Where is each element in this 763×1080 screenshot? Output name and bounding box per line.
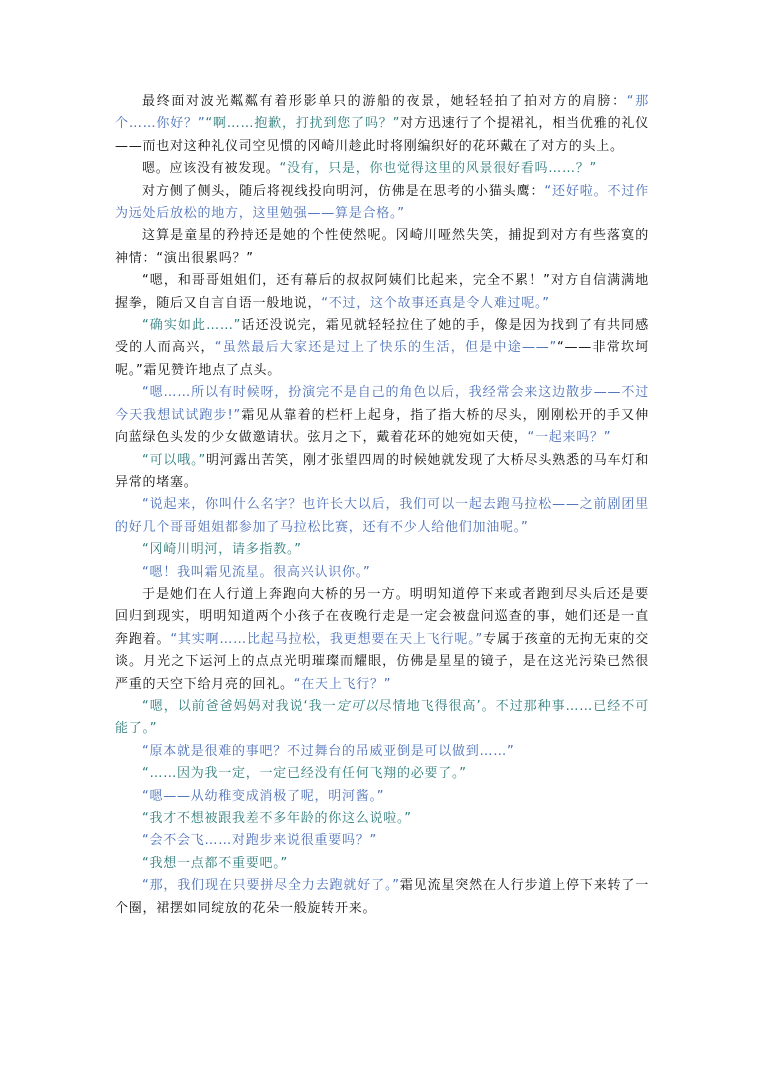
dialogue-text: “我想一点都不重要吧。”	[142, 855, 288, 871]
dialogue-text: “确实如此……”	[142, 318, 242, 334]
dialogue-text: “那，我们现在只要拼尽全力去跑就好了。”	[142, 878, 400, 894]
paragraph	[115, 696, 649, 741]
dialogue-text: “还好啦。不过作为远处后放松的地方，这里勉强——算是合格。”	[115, 183, 649, 222]
dialogue-text: “在天上飞行？”	[293, 676, 392, 692]
narration-text: 对方自信满满地握拳，随后又自言自语一般地说，	[115, 273, 649, 311]
story-text	[115, 91, 649, 920]
dialogue-text: “我才不想被跟我差不多年龄的你这么说啦。”	[142, 811, 412, 826]
narration-text: 嗯。应该没有被发现。	[142, 161, 280, 177]
dialogue-text: “嗯——从幼稚变成消极了呢，明河酱。”	[142, 788, 385, 804]
paragraph	[115, 225, 649, 270]
dialogue-text: “说起来，你叫什么名字？也许长大以后，我们可以一起去跑马拉松——之前剧团里的好几个哥哥姐姐都参加了马拉松比赛，还有不少人给他们加油呢。”	[115, 497, 649, 535]
dialogue-text: “冈崎川明河，请多指教。”	[142, 542, 302, 558]
narration-text: 最终面对波光粼粼有着形影单只的游船的夜景，她轻轻拍了拍对方的肩膀：	[142, 94, 627, 109]
narration-text: 专属于孩童的无拘无束的交谈。月光之下运河上的点点光明璀璨而耀眼，仿佛是星星的镜子，是在这光污染已然很严重的天空下给月亮的回礼。	[115, 631, 649, 692]
narration-text: “嗯，和哥哥姐姐们，还有幕后的叔叔阿姨们比起来，完全不累！”	[142, 273, 551, 289]
dialogue-text: “啊……抱歉，打扰到您了吗？”	[205, 116, 401, 132]
narration-text: 霜见从靠着的栏杆上起身，指了指大桥的尽头，刚刚松开的手又伸向蓝绿色头发的少女做邀请状。弦月之下，戴着花环的她宛如天使，	[115, 407, 649, 446]
dialogue-text: “嗯……所以有时候呀，扮演完不是自己的角色以后，我经常会来这边散步——不过今天我想试试跑步!”	[115, 385, 649, 423]
paragraph	[115, 450, 649, 495]
dialogue-text: “虽然最后大家还是过上了快乐的生活，但是中途——”	[214, 340, 557, 356]
narration-text: 明河露出苦笑，刚才张望四周的时候她就发现了大桥尽头熟悉的马车灯和异常的堵塞。	[115, 452, 649, 490]
paragraph	[115, 741, 649, 763]
dialogue-text: 尽情地飞得很高’。不过那种事……已经不可能了。”	[115, 698, 649, 737]
paragraph	[115, 786, 649, 808]
paragraph	[115, 382, 649, 449]
paragraph	[115, 181, 649, 226]
paragraph	[115, 539, 649, 561]
dialogue-text: “没有，只是，你也觉得这里的风景很好看吗……？”	[279, 161, 597, 177]
paragraph	[115, 494, 649, 539]
narration-text: 这算是童星的矜持还是她的个性使然呢。冈崎川哑然失笑，捕捉到对方有些落寞的神情：“演出很累吗？”	[115, 228, 649, 266]
narration-text: 对方侧了侧头，随后将视线投向明河，仿佛是在思考的小猫头鹰：	[142, 183, 545, 199]
paragraph	[115, 763, 649, 785]
paragraph	[115, 830, 649, 852]
dialogue-text: “可以哦。”	[142, 452, 206, 468]
dialogue-text: “那个……你好？”	[115, 94, 649, 132]
paragraph	[115, 808, 649, 830]
dialogue-text: “原本就是很难的事吧？不过舞台的吊威亚倒是可以做到……”	[142, 743, 515, 759]
narration-text: 话还没说完，霜见就轻轻拉住了她的手，像是因为找到了有共同感受的人而高兴，	[115, 318, 649, 356]
paragraph	[115, 584, 649, 696]
paragraph	[115, 562, 649, 584]
dialogue-text: “不过，这个故事还真是令人难过呢。”	[321, 295, 550, 311]
narration-text: 霜见流星突然在人行步道上停下来转了一个圈，裙摆如同绽放的花朵一般旋转开来。	[115, 878, 649, 916]
dialogue-text: “会不会飞……对跑步来说很重要吗？”	[142, 833, 377, 849]
dialogue-text: “嗯！我叫霜见流星。很高兴认识你。”	[142, 564, 371, 580]
narration-text: “——非常坎坷呢。”霜见赞许地点了点头。	[115, 340, 649, 378]
narration-text: 对方迅速行了个提裙礼，相当优雅的礼仪——而也对这种礼仪司空见惯的冈崎川趁此时将刚编织好的花环戴在了对方的头上。	[115, 116, 649, 154]
dialogue-text: “一起来吗？”	[527, 430, 612, 446]
dialogue-text: “……因为我一定，一定已经没有任何飞翔的必要了。”	[142, 766, 467, 782]
paragraph	[115, 875, 649, 920]
paragraph	[115, 853, 649, 875]
paragraph	[115, 91, 649, 158]
paragraph	[115, 315, 649, 382]
paragraph	[115, 270, 649, 315]
paragraph	[115, 158, 649, 180]
dialogue-text: “其实啊……比起马拉松，我更想要在天上飞行呢。”	[170, 631, 484, 647]
narration-text: 于是她们在人行道上奔跑向大桥的另一方。明明知道停下来或者跑到尽头后还是要回归到现实，明明知道两个小孩子在夜晚行走是一定会被盘问巡查的事，她们还是一直奔跑着。	[115, 586, 649, 647]
dialogue-text: 定可以	[336, 698, 379, 714]
dialogue-text: “嗯，以前爸爸妈妈对我说‘我一	[142, 698, 337, 714]
